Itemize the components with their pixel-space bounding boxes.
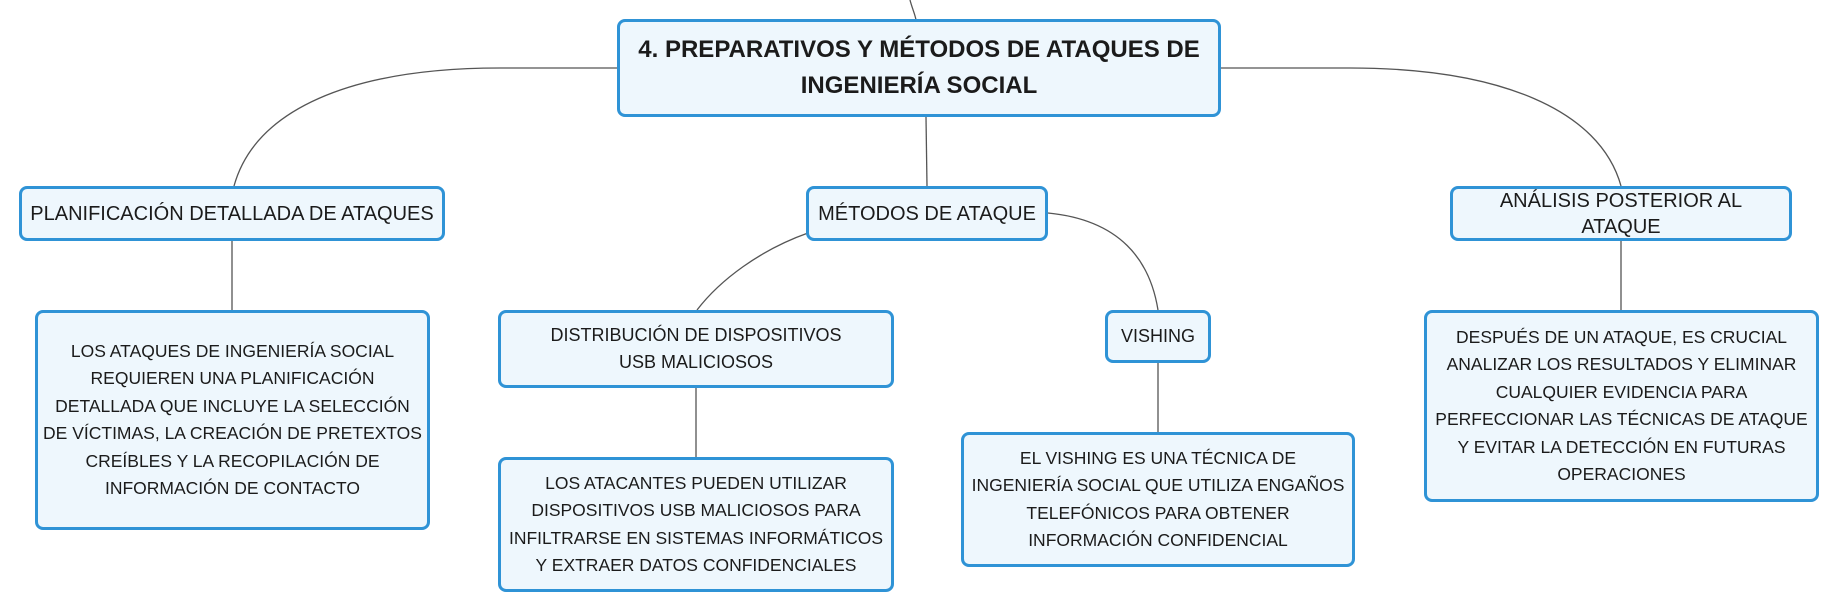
node-metodos-label: MÉTODOS DE ATAQUE (818, 202, 1036, 225)
node-analisis-detail[interactable] (1424, 310, 1819, 502)
node-vishing-detail-text: EL VISHING ES UNA TÉCNICA DE INGENIERÍA SOCIAL QUE UTILIZA ENGAÑOS TELEFÓNICOS PARA OBTENER INFORMACIÓN CONFIDENCIAL (971, 447, 1345, 550)
node-vishing-detail[interactable] (961, 432, 1355, 567)
connector-metodos-to-usb (697, 233, 808, 310)
node-planificacion-detail[interactable] (35, 310, 430, 530)
connector-root-to-planificacion (234, 68, 622, 186)
root-node-label: 4. PREPARATIVOS Y MÉTODOS DE ATAQUES DE INGENIERÍA SOCIAL (638, 36, 1200, 99)
node-analisis[interactable] (1450, 186, 1792, 241)
node-usb-detail-text: LOS ATACANTES PUEDEN UTILIZAR DISPOSITIVOS USB MALICIOSOS PARA INFILTRARSE EN SISTEMAS INFORMÁTICOS Y EXTRAER DATOS CONFIDENCIALES (508, 472, 884, 575)
node-analisis-detail-text: DESPUÉS DE UN ATAQUE, ES CRUCIAL ANALIZAR LOS RESULTADOS Y ELIMINAR CUALQUIER EVIDENCIA PARA PERFECCIONAR LAS TÉCNICAS DE ATAQUE Y EVITAR LA DETECCIÓN EN FUTURAS OPERACIONES (1435, 326, 1808, 484)
node-planificacion-detail-text: LOS ATAQUES DE INGENIERÍA SOCIAL REQUIEREN UNA PLANIFICACIÓN DETALLADA QUE INCLUYE LA SELECCIÓN DE VÍCTIMAS, LA CREACIÓN DE PRETEXTOS CREÍBLES Y LA RECOPILACIÓN DE INFORMACIÓN DE CONTACTO (43, 340, 422, 498)
root-node[interactable] (617, 19, 1221, 117)
node-vishing-label: VISHING (1120, 326, 1195, 346)
connector-root-incoming (910, 0, 916, 20)
node-planificacion[interactable] (19, 186, 445, 241)
connector-root-to-analisis (1221, 68, 1621, 186)
node-vishing[interactable] (1105, 310, 1211, 363)
node-usb[interactable] (498, 310, 894, 388)
node-planificacion-label: PLANIFICACIÓN DETALLADA DE ATAQUES (30, 202, 434, 225)
node-analisis-label: ANÁLISIS POSTERIOR AL ATAQUE (1499, 189, 1743, 238)
node-usb-detail[interactable] (498, 457, 894, 592)
node-usb-label: DISTRIBUCIÓN DE DISPOSITIVOS USB MALICIOSOS (550, 325, 842, 372)
connector-metodos-to-vishing (1048, 213, 1158, 310)
connector-root-to-metodos (926, 117, 927, 186)
node-metodos[interactable] (806, 186, 1048, 241)
